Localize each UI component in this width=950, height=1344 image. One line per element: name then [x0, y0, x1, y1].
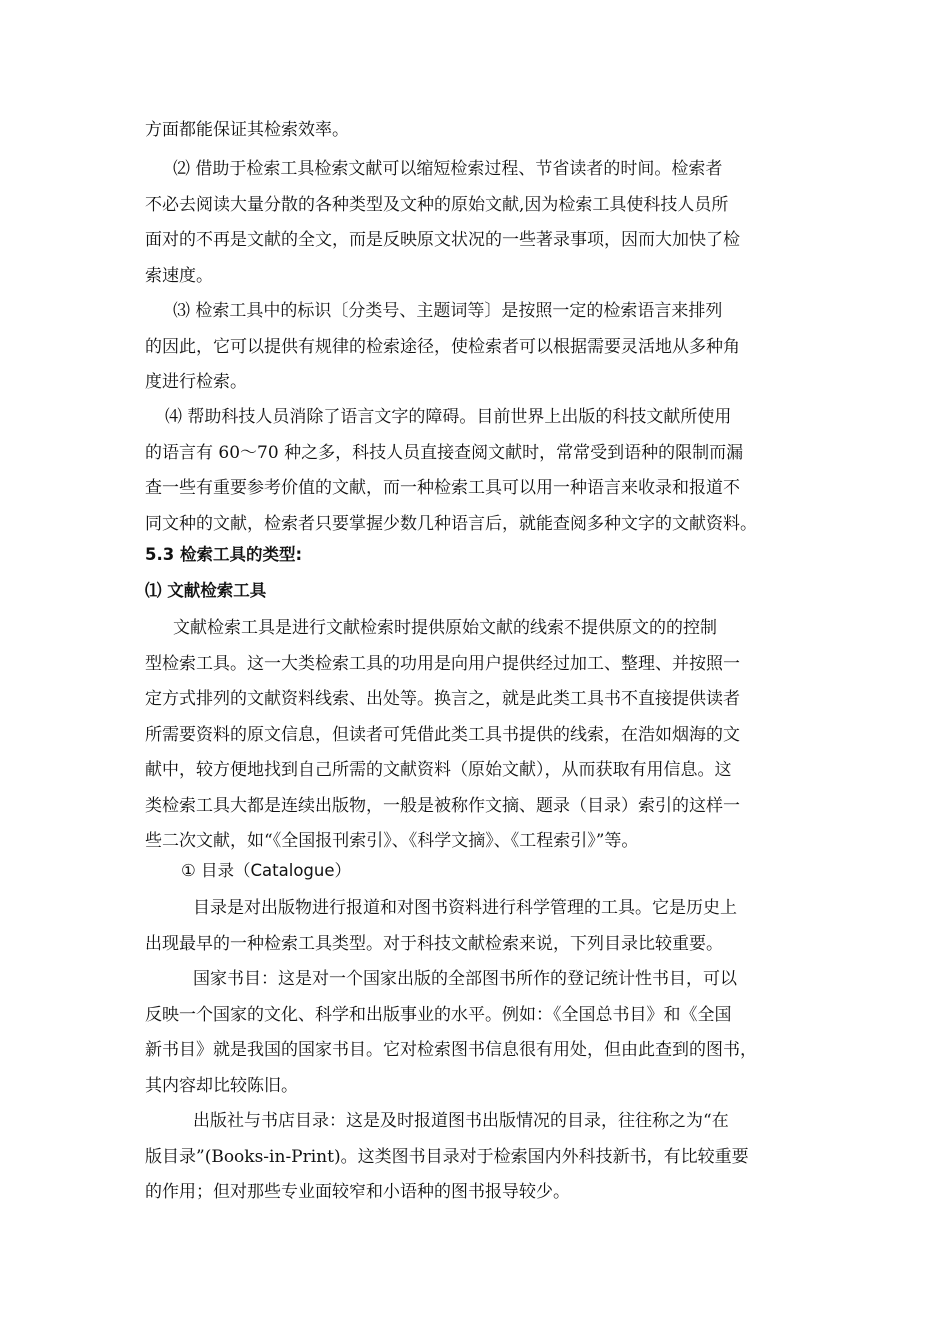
paragraph-continuation [145, 113, 810, 149]
paragraph-catalogue [145, 891, 810, 962]
text-line: 定方式排列的文献资料线索、出处等。换言之，就是此类工具书不直接提供读者 [145, 689, 740, 709]
text-line: 版目录”(Books-in-Print)。这类图书目录对于检索国内外科技新书，有比较重要 [145, 1146, 749, 1167]
text-line: 面对的不再是文献的全文，而是反映原文状况的一些著录事项，因而大加快了检 [145, 230, 740, 250]
paragraph-item-2 [145, 152, 810, 294]
text-line: ⑶ 检索工具中的标识〔分类号、主题词等〕是按照一定的检索语言来排列 [173, 301, 723, 321]
text-line: 的因此，它可以提供有规律的检索途径，使检索者可以根据需要灵活地从多种角 [145, 336, 740, 357]
text-line: 所需要资料的原文信息，但读者可凭借此类工具书提供的线索，在浩如烟海的文 [145, 724, 740, 745]
text-line: 反映一个国家的文化、科学和出版事业的水平。例如：《全国总书目》和《全国 [145, 1004, 732, 1025]
text-line: 的语言有 60～70 种之多，科技人员直接查阅文献时，常常受到语种的限制而漏 [145, 442, 744, 463]
text-line: 文献检索工具是进行文献检索时提供原始文献的线索不提供原文的的控制 [173, 618, 717, 638]
text-line: 类检索工具大都是连续出版物，一般是被称作文摘、题录（目录）索引的这样一 [145, 795, 740, 816]
text-line: ⑷ 帮助科技人员消除了语言文字的障碍。目前世界上出版的科技文献所使用 [165, 407, 732, 427]
text-line: 度进行检索。 [145, 372, 247, 392]
paragraph-item-3 [145, 294, 810, 401]
text-line: ⑵ 借助于检索工具检索文献可以缩短检索过程、节省读者的时间。检索者 [173, 159, 723, 179]
text-line: 索速度。 [145, 265, 213, 286]
subheading-catalogue: ① 目录（Catalogue） [181, 861, 352, 880]
text-line: 查一些有重要参考价值的文献，而一种检索工具可以用一种语言来收录和报道不 [145, 478, 740, 498]
text-line: 的作用；但对那些专业面较窄和小语种的图书报导较少。 [145, 1182, 570, 1202]
paragraph-national-bibliography [145, 962, 810, 1104]
section-heading: 5.3 检索工具的类型: [145, 545, 303, 564]
text-line: 新书目》就是我国的国家书目。它对检索图书信息很有用处，但由此查到的图书， [145, 1040, 757, 1060]
text-line: 目录是对出版物进行报道和对图书资料进行科学管理的工具。它是历史上 [193, 898, 737, 918]
paragraph-item-4 [145, 400, 810, 542]
text-line: 些二次文献，如“《全国报刊索引》、《科学文摘》、《工程索引》”等。 [145, 831, 639, 851]
paragraph-publisher-catalogue [145, 1104, 810, 1211]
paragraph-document-tools [145, 611, 810, 860]
subheading-document-retrieval-tools: ⑴ 文献检索工具 [145, 581, 267, 600]
text-line: 方面都能保证其检索效率。 [145, 120, 349, 140]
text-line: 出版社与书店目录：这是及时报道图书出版情况的目录，往往称之为“在 [193, 1111, 729, 1131]
text-line: 国家书目：这是对一个国家出版的全部图书所作的登记统计性书目，可以 [193, 969, 737, 989]
text-line: 献中，较方便地找到自己所需的文献资料（原始文献），从而获取有用信息。这 [145, 760, 732, 780]
text-line: 其内容却比较陈旧。 [145, 1075, 298, 1096]
text-line: 不必去阅读大量分散的各种类型及文种的原始文献,因为检索工具使科技人员所 [145, 194, 729, 215]
text-line: 型检索工具。这一大类检索工具的功用是向用户提供经过加工、整理、并按照一 [145, 653, 740, 674]
text-line: 同文种的文献，检索者只要掌握少数几种语言后，就能查阅多种文字的文献资料。 [145, 513, 757, 534]
text-line: 出现最早的一种检索工具类型。对于科技文献检索来说，下列目录比较重要。 [145, 933, 723, 954]
